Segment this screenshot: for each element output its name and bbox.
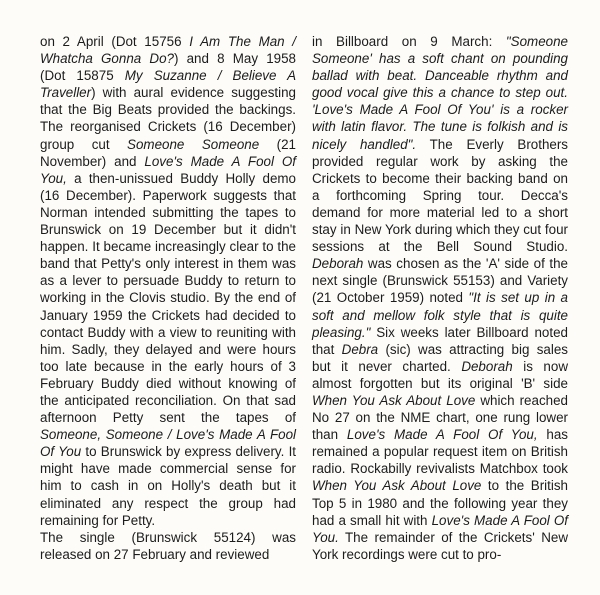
text-segment: (sic) was attracting big sales but it never charted. xyxy=(312,341,568,374)
italic-title-text: Debra xyxy=(341,341,379,357)
italic-title-text: Someone Someone xyxy=(127,136,260,152)
text-segment: a then-unissued Buddy Holly demo (16 December). Paperwork suggests that Norman intended submitting the tapes to Brunswick on 19 December but it didn't happen. It became increasingly clear to the band that Petty's only interest in them was as a lever to persuade Buddy to return to working in the Clovis studio. By the end of January 1959 the Crickets had decided to contact Buddy with a view to reuniting with him. Sadly, they delayed and were hours too late because in the early hours of 3 February Buddy died without knowing of the anticipated reconciliation. On that sad afternoon Petty sent the tapes of xyxy=(40,170,296,426)
text-segment: The Everly Brothers provided regular work by asking the Crickets to become their backing band on a forthcoming Spring tour. Decca's demand for more material led to a short stay in New York during which they cut four sessions at the Bell Sound Studio. xyxy=(312,136,568,255)
italic-title-text: Love's Made A Fool Of You, xyxy=(346,427,538,443)
text-segment: has remained a popular request item on British radio. Rockabilly revivalists Matchbox took xyxy=(312,427,568,477)
text-segment: The remainder of the Crickets' New York recordings were cut to pro- xyxy=(312,529,568,562)
text-segment: The single (Brunswick 55124) was released on 27 February and reviewed xyxy=(40,529,296,562)
text-segment: (21 November) and xyxy=(40,136,296,169)
italic-title-text: Deborah xyxy=(312,256,364,272)
text-segment: in Billboard on 9 March: xyxy=(312,34,506,49)
text-segment: Six weeks later Billboard noted that xyxy=(312,324,568,357)
right-text-column xyxy=(312,33,568,563)
text-segment: on 2 April (Dot 15756 xyxy=(40,34,190,49)
text-segment: ) and 8 May 1958 (Dot 15875 xyxy=(40,51,296,84)
text-segment: was chosen as the 'A' side of the next single (Brunswick 55153) and Variety (21 October 1959) noted xyxy=(312,256,568,306)
italic-title-text: Love's Made A Fool Of You, xyxy=(40,153,296,186)
italic-title-text: When You Ask About Love xyxy=(312,478,482,494)
text-segment: which reached No 27 on the NME chart, one rung lower than xyxy=(312,392,568,443)
paragraph xyxy=(40,529,296,563)
italic-title-text: Someone, Someone / Love's Made A Fool Of You xyxy=(40,427,296,460)
text-segment: to Brunswick by express delivery. It might have made commercial sense for him to cash in on Holly's death but it eliminated any respect the group had remaining for Petty. xyxy=(40,444,297,528)
paragraph xyxy=(312,33,568,563)
left-text-column xyxy=(40,33,296,563)
text-segment: is now almost forgotten but its original 'B' side xyxy=(312,358,568,391)
italic-title-text: Love's Made A Fool Of You. xyxy=(312,512,569,545)
italic-title-text: When You Ask About Love xyxy=(312,392,476,408)
italic-title-text: "Someone Someone' has a soft chant on pounding ballad with beat. Danceable rhythm and good vocal give this a chance to step out. 'Love's Made A Fool Of You' is a rocker with latin flavor. The tune is folkish and is nicely handled". xyxy=(312,34,568,152)
text-segment: ) with aural evidence suggesting that the Big Beats provided the backings. The reorganised Crickets (16 December) group cut xyxy=(40,85,296,152)
italic-title-text: "It is set up in a soft and mellow folk style that is quite pleasing." xyxy=(312,290,569,340)
italic-title-text: Deborah xyxy=(461,358,513,374)
italic-title-text: I Am The Man / Whatcha Gonna Do? xyxy=(40,34,296,67)
paragraph xyxy=(40,33,296,529)
italic-title-text: My Suzanne / Believe A Traveller xyxy=(40,68,296,101)
text-segment: to the British Top 5 in 1980 and the following year they had a small hit with xyxy=(312,478,568,528)
